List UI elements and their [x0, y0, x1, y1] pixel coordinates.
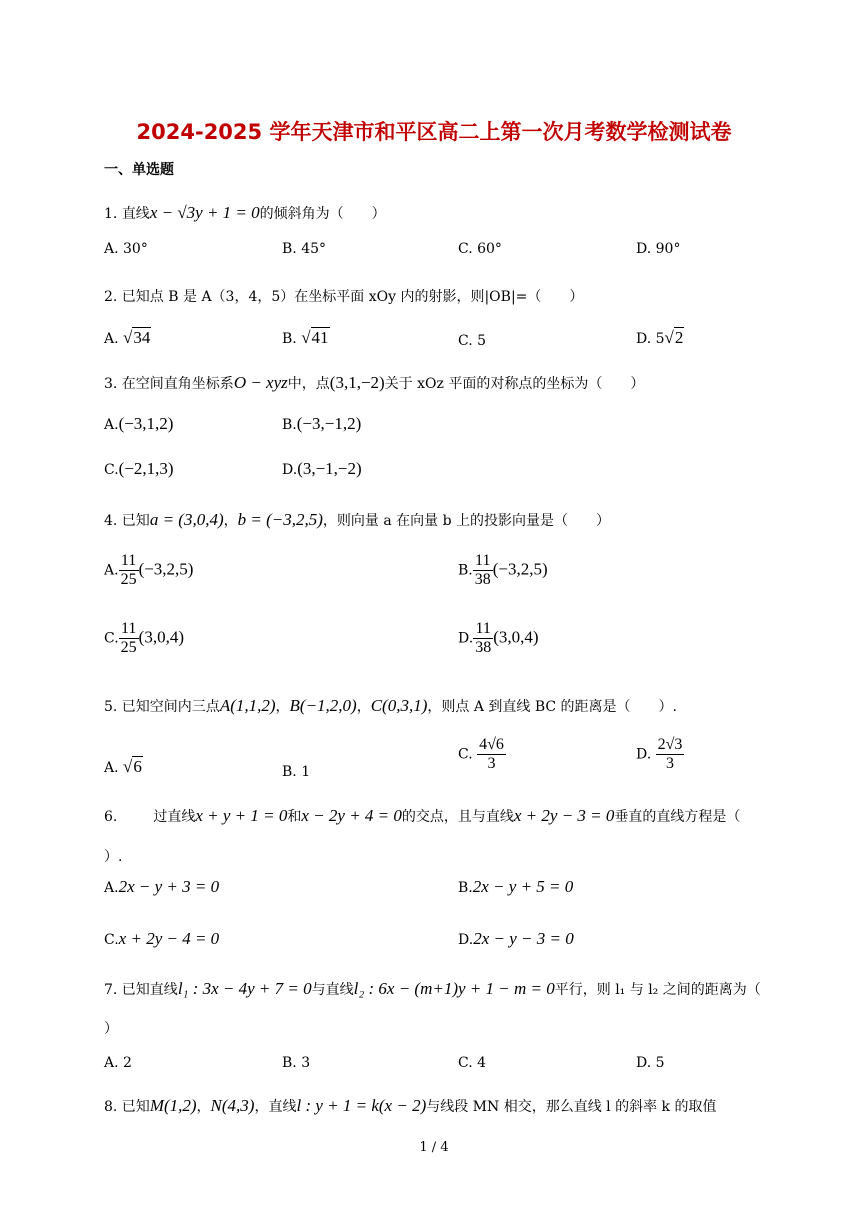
q3-option-c: C.(−2,1,3) [104, 459, 174, 478]
question-2: 2. 已知点 B 是 A（3，4，5）在坐标平面 xOy 内的射影，则|OB|=（ ） [104, 289, 584, 305]
question-5: 5. 已知空间内三点A(1,1,2)，B(−1,2,0)，C(0,3,1)，则点 A 到直线 BC 的距离是（ ）. [104, 696, 678, 715]
q6-option-b: B.2x − y + 5 = 0 [458, 877, 574, 896]
q2-option-c: C. 5 [458, 333, 487, 349]
q5-option-b: B. 1 [282, 764, 311, 780]
q1-option-b: B. 45° [282, 241, 327, 257]
q4-option-a: A. $\frac{11}{25}$ (−3,2,5) [104, 552, 194, 588]
q7-option-d: D. 5 [636, 1055, 665, 1071]
q3-option-d: D.(3,−1,−2) [282, 459, 362, 478]
page-title: 2024-2025 学年天津市和平区高二上第一次月考数学检测试卷 [136, 120, 732, 144]
page-number: 1 / 4 [419, 1140, 449, 1155]
q2-option-b: B. √41 [282, 328, 329, 347]
q5-option-c: C. $\frac{4√6}{3}$ [458, 736, 504, 772]
question-6-continued: ）. [104, 849, 123, 865]
q7-option-a: A. 2 [104, 1055, 132, 1071]
question-8: 8. 已知M(1,2)，N(4,3)，直线l : y + 1 = k(x − 2)与线段 MN 相交，那么直线 l 的斜率 k 的取值 [104, 1096, 717, 1115]
q6-option-c: C.x + 2y − 4 = 0 [104, 929, 220, 948]
q4-option-b: B. $\frac{11}{38}$ (−3,2,5) [458, 552, 548, 588]
q2-option-a: A. √34 [104, 328, 151, 347]
q6-option-a: A.2x − y + 3 = 0 [104, 877, 220, 896]
question-1: 1. 直线x − √3y + 1 = 0的倾斜角为（ ） [104, 203, 386, 222]
q7-option-b: B. 3 [282, 1055, 311, 1071]
section-heading: 一、单选题 [104, 162, 174, 178]
q7-option-c: C. 4 [458, 1055, 487, 1071]
q5-option-a: A. √6 [104, 757, 142, 776]
q1-option-d: D. 90° [636, 241, 681, 257]
q4-option-c: C. $\frac{11}{25}$ (3,0,4) [104, 620, 184, 656]
question-7-continued: ） [104, 1021, 118, 1037]
q5-option-d: D. $\frac{2√3}{3}$ [636, 736, 683, 772]
q4-option-d: D. $\frac{11}{38}$ (3,0,4) [458, 620, 539, 656]
q6-option-d: D.2x − y − 3 = 0 [458, 929, 574, 948]
question-6: 6. 过直线x + y + 1 = 0和x − 2y + 4 = 0的交点，且与直线x + 2y − 3 = 0垂直的直线方程是（ [104, 806, 741, 825]
question-4: 4. 已知a = (3,0,4)，b = (−3,2,5)，则向量 a 在向量 b 上的投影向量是（ ） [104, 510, 610, 529]
q1-option-c: C. 60° [458, 241, 502, 257]
q1-option-a: A. 30° [104, 241, 148, 257]
question-3: 3. 在空间直角坐标系O − xyz中，点(3,1,−2)关于 xOz 平面的对称点的坐标为（ ） [104, 373, 645, 392]
q3-option-a: A.(−3,1,2) [104, 414, 174, 433]
q3-option-b: B.(−3,−1,2) [282, 414, 362, 433]
question-7: 7. 已知直线l₁ : 3x − 4y + 7 = 0与直线l₂ : 6x − (m+1)y + 1 − m = 0平行，则 l₁ 与 l₂ 之间的距离为（ [104, 979, 761, 998]
q2-option-d: D. 5√2 [636, 328, 684, 347]
